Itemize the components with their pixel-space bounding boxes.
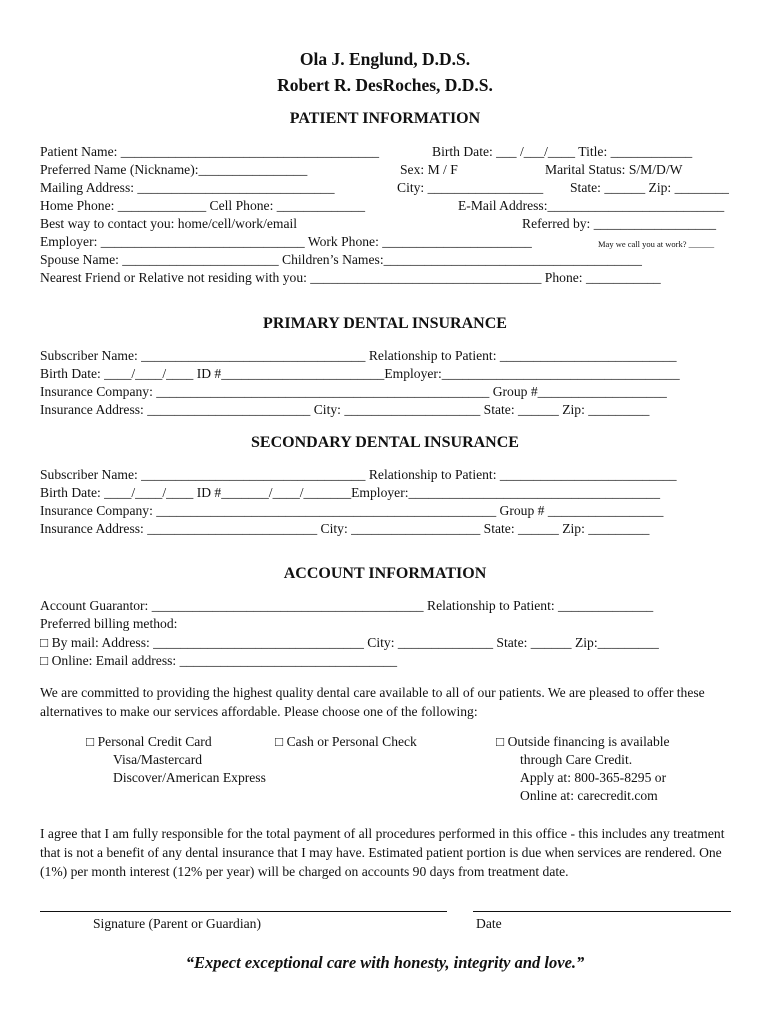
primary-company-group-field[interactable]: Insurance Company: _________________________________________________ Group #___________________ xyxy=(40,384,667,399)
contact-method-field[interactable]: Best way to contact you: home/cell/work/email xyxy=(40,216,298,231)
signature-line[interactable] xyxy=(40,911,447,912)
secondary-insurance-heading: SECONDARY DENTAL INSURANCE xyxy=(251,434,519,451)
account-guarantor-field[interactable]: Account Guarantor: ________________________________________ Relationship to Patient: ______________ xyxy=(40,598,654,613)
birth-date-title-field[interactable]: Birth Date: ___ /___/____ Title: ____________ xyxy=(432,144,693,159)
secondary-address-field[interactable]: Insurance Address: _________________________ City: ___________________ State: ______ Zip: _________ xyxy=(40,521,650,536)
billing-method-label: Preferred billing method: xyxy=(40,616,178,631)
mailing-address-field[interactable]: Mailing Address: _____________________________ xyxy=(40,180,335,195)
doctor-name-1: Ola J. Englund, D.D.S. xyxy=(299,49,471,69)
city-field[interactable]: City: _________________ xyxy=(397,180,544,195)
care-credit-text: through Care Credit. xyxy=(520,752,633,767)
email-address-field[interactable]: E-Mail Address:__________________________ xyxy=(458,198,725,213)
secondary-birthdate-id-field[interactable]: Birth Date: ____/____/____ ID #_______/____/_______Employer:_____________________________________ xyxy=(40,485,660,500)
date-label: Date xyxy=(476,916,502,931)
patient-name-field[interactable]: Patient Name: ______________________________________ xyxy=(40,144,380,159)
signature-label: Signature (Parent or Guardian) xyxy=(93,916,261,931)
referred-by-field[interactable]: Referred by: __________________ xyxy=(522,216,717,231)
care-credit-phone: Apply at: 800-365-8295 or xyxy=(520,770,667,785)
credit-card-visa-mastercard: Visa/Mastercard xyxy=(113,752,203,767)
outside-financing-option[interactable]: □ Outside financing is available xyxy=(496,734,670,749)
employer-work-phone-field[interactable]: Employer: ______________________________ Work Phone: ______________________ xyxy=(40,234,532,249)
cash-check-option[interactable]: □ Cash or Personal Check xyxy=(275,734,417,749)
billing-by-mail-option[interactable]: □ By mail: Address: _______________________________ City: ______________ State: ______ Zip:_________ xyxy=(40,635,659,650)
doctor-name-2: Robert R. DesRoches, D.D.S. xyxy=(277,75,493,95)
patient-info-heading: PATIENT INFORMATION xyxy=(289,110,481,127)
date-line[interactable] xyxy=(473,911,731,912)
secondary-company-group-field[interactable]: Insurance Company: __________________________________________________ Group # _________________ xyxy=(40,503,664,518)
payment-intro-text: We are committed to providing the highest quality dental care available to all of our patients. We are pleased to offer these alternatives to make our services affordable. Please choose one of the following: xyxy=(40,685,705,719)
sex-field[interactable]: Sex: M / F xyxy=(400,162,458,177)
credit-card-discover-amex: Discover/American Express xyxy=(113,770,266,785)
state-zip-field[interactable]: State: ______ Zip: ________ xyxy=(570,180,729,195)
spouse-children-field[interactable]: Spouse Name: _______________________ Children’s Names:______________________________________ xyxy=(40,252,642,267)
financial-agreement-text: I agree that I am fully responsible for the total payment of all procedures performed in this office - this includes any treatment that is not a benefit of any dental insurance that I may have. Estimated patient portion is due when services are rendered. One (1%) per month interest (12% per year) will be charged on accounts 90 days from treatment date. xyxy=(40,826,725,879)
marital-status-field[interactable]: Marital Status: S/M/D/W xyxy=(545,162,683,177)
preferred-name-field[interactable]: Preferred Name (Nickname):________________ xyxy=(40,162,308,177)
secondary-subscriber-field[interactable]: Subscriber Name: _________________________________ Relationship to Patient: __________________________ xyxy=(40,467,677,482)
primary-address-field[interactable]: Insurance Address: ________________________ City: ____________________ State: ______ Zip: _________ xyxy=(40,402,650,417)
account-info-heading: ACCOUNT INFORMATION xyxy=(283,565,487,582)
credit-card-option[interactable]: □ Personal Credit Card xyxy=(86,734,212,749)
call-at-work-field[interactable]: May we call you at work? ______ xyxy=(598,239,715,249)
practice-motto: “Expect exceptional care with honesty, integrity and love.” xyxy=(185,953,585,972)
billing-online-option[interactable]: □ Online: Email address: ________________________________ xyxy=(40,653,398,668)
primary-insurance-heading: PRIMARY DENTAL INSURANCE xyxy=(263,315,507,332)
phone-fields[interactable]: Home Phone: _____________ Cell Phone: _____________ xyxy=(40,198,366,213)
primary-birthdate-id-field[interactable]: Birth Date: ____/____/____ ID #________________________Employer:___________________________________ xyxy=(40,366,680,381)
nearest-relative-field[interactable]: Nearest Friend or Relative not residing with you: __________________________________ Phone: ___________ xyxy=(40,270,661,285)
primary-subscriber-field[interactable]: Subscriber Name: _________________________________ Relationship to Patient: __________________________ xyxy=(40,348,677,363)
care-credit-online: Online at: carecredit.com xyxy=(520,788,658,803)
